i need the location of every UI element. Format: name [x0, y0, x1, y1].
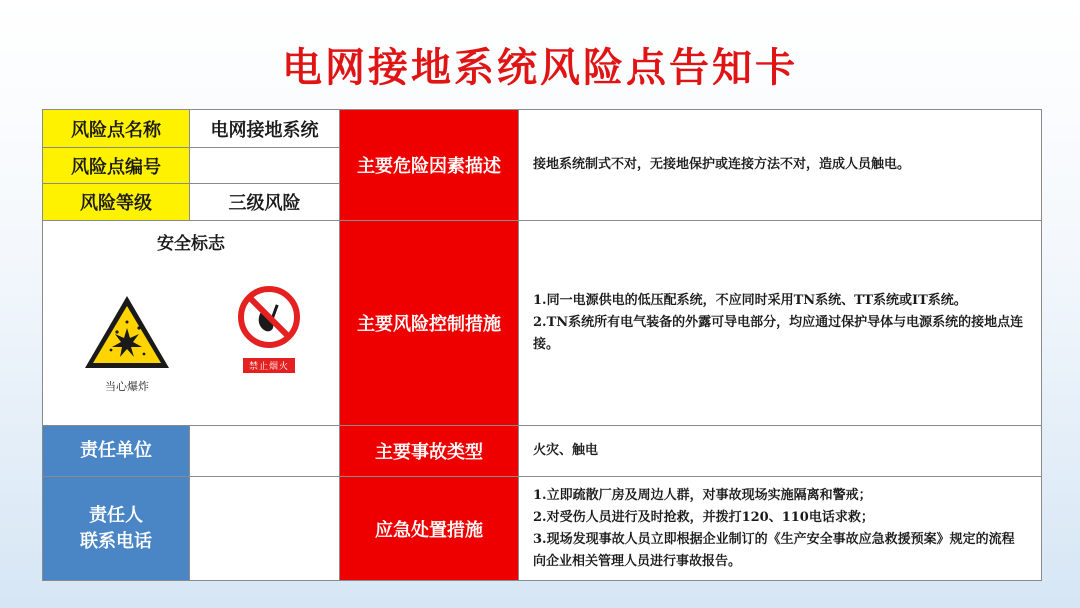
no-fire-icon	[236, 284, 302, 350]
safety-signs-title: 安全标志	[157, 234, 225, 254]
responsible-person-label	[43, 477, 190, 581]
risk-level-value: 三级风险	[190, 184, 340, 221]
responsible-person-label-line2: 联系电话	[80, 530, 152, 552]
accident-type-value	[519, 426, 1042, 477]
emergency-item: 3.现场发现事故人员立即根据企业制订的《生产安全事故应急救援预案》规定的流程向企业相关管理人员进行事故报告。	[533, 531, 1015, 569]
responsible-unit-label: 责任单位	[43, 426, 190, 477]
risk-name-value: 电网接地系统	[190, 110, 340, 148]
responsible-unit-value	[190, 426, 340, 477]
hazard-label: 主要危险因素描述	[340, 110, 519, 221]
explosion-sign	[81, 292, 173, 394]
control-item: 1.同一电源供电的低压配系统，不应同时采用TN系统、TT系统或IT系统。	[533, 293, 967, 308]
accident-type-label: 主要事故类型	[340, 426, 519, 477]
no-fire-sign	[233, 284, 305, 373]
explosion-sign-label: 当心爆炸	[105, 380, 149, 393]
accident-type-text: 火灾、触电	[533, 443, 599, 458]
risk-code-label: 风险点编号	[43, 148, 190, 184]
control-label: 主要风险控制措施	[340, 221, 519, 426]
hazard-description	[519, 110, 1042, 221]
control-item: 2.TN系统所有电气装备的外露可导电部分，均应通过保护导体与电源系统的接地点连接。	[533, 315, 1024, 352]
hazard-text: 接地系统制式不对，无接地保护或连接方法不对，造成人员触电。	[533, 157, 911, 172]
risk-code-value	[190, 148, 340, 184]
risk-level-label: 风险等级	[43, 184, 190, 221]
emergency-measures	[519, 477, 1042, 581]
risk-name-label: 风险点名称	[43, 110, 190, 148]
emergency-item: 2.对受伤人员进行及时抢救，并拨打120、110电话求救；	[533, 509, 874, 525]
control-measures	[519, 221, 1042, 426]
responsible-person-label-line1: 责任人	[89, 504, 143, 526]
responsible-person-value	[190, 477, 340, 581]
safety-signs-cell	[43, 221, 340, 426]
explosion-warning-icon	[81, 292, 173, 372]
no-fire-sign-label: 禁止烟火	[243, 358, 295, 373]
emergency-label: 应急处置措施	[340, 477, 519, 581]
page-title: 电网接地系统风险点告知卡	[282, 45, 798, 91]
emergency-item: 1.立即疏散厂房及周边人群，对事故现场实施隔离和警戒；	[533, 487, 872, 503]
risk-card-table	[42, 109, 1042, 581]
